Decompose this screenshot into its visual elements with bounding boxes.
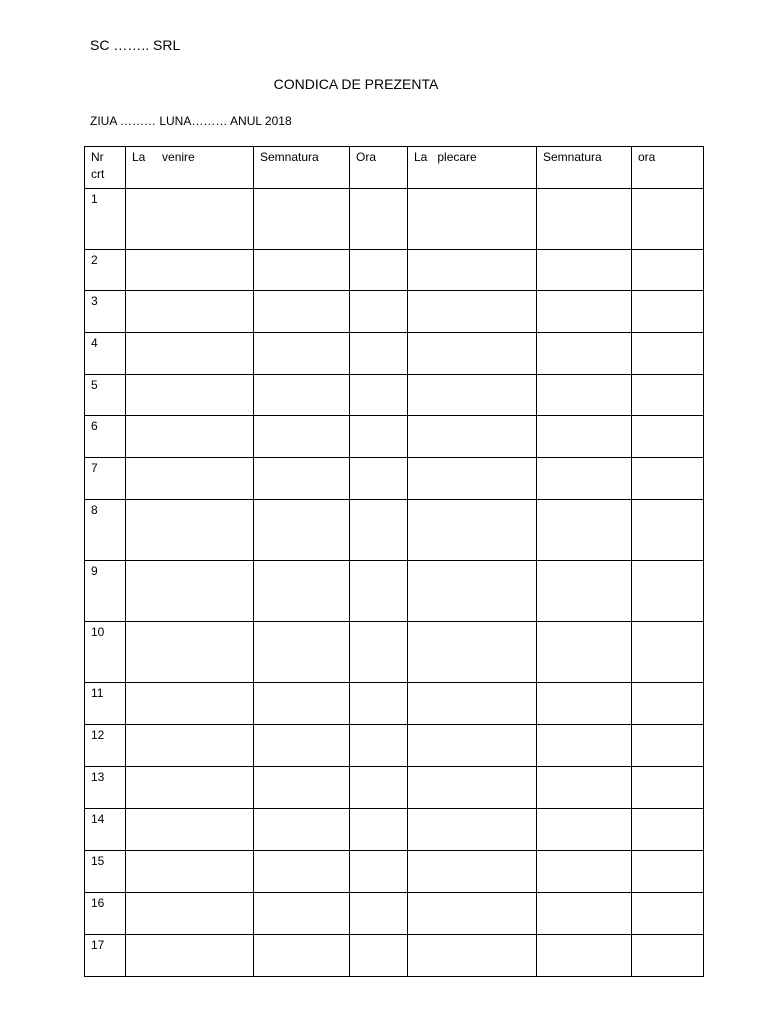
header-ora-plecare: ora — [632, 147, 704, 189]
header-ora-venire: Ora — [350, 147, 408, 189]
table-row — [85, 935, 704, 977]
row-number: 10 — [85, 622, 126, 683]
table-cell[interactable] — [254, 189, 350, 250]
table-cell[interactable] — [126, 561, 254, 622]
table-cell[interactable] — [632, 333, 704, 375]
table-cell[interactable] — [350, 291, 408, 333]
table-cell[interactable] — [254, 935, 350, 977]
table-row — [85, 851, 704, 893]
table-cell[interactable] — [126, 250, 254, 291]
row-number: 12 — [85, 725, 126, 767]
table-cell[interactable] — [254, 333, 350, 375]
table-cell[interactable] — [408, 725, 537, 767]
table-row — [85, 189, 704, 250]
table-cell[interactable] — [350, 809, 408, 851]
table-cell[interactable] — [254, 893, 350, 935]
table-cell[interactable] — [126, 291, 254, 333]
table-row — [85, 561, 704, 622]
attendance-table — [84, 146, 704, 977]
table-cell[interactable] — [537, 893, 632, 935]
table-cell[interactable] — [254, 458, 350, 500]
table-cell[interactable] — [537, 375, 632, 416]
table-cell[interactable] — [126, 333, 254, 375]
row-number: 4 — [85, 333, 126, 375]
table-cell[interactable] — [254, 416, 350, 458]
table-cell[interactable] — [632, 809, 704, 851]
table-cell[interactable] — [408, 416, 537, 458]
table-cell[interactable] — [350, 250, 408, 291]
table-cell[interactable] — [126, 622, 254, 683]
table-cell[interactable] — [632, 767, 704, 809]
table-cell[interactable] — [537, 250, 632, 291]
table-cell[interactable] — [632, 458, 704, 500]
table-cell[interactable] — [408, 683, 537, 725]
header-la-venire: La venire — [126, 147, 254, 189]
table-cell[interactable] — [126, 893, 254, 935]
company-name: SC …….. SRL — [90, 37, 181, 53]
table-cell[interactable] — [254, 767, 350, 809]
row-number: 13 — [85, 767, 126, 809]
table-cell[interactable] — [126, 935, 254, 977]
table-cell[interactable] — [537, 291, 632, 333]
table-cell[interactable] — [632, 851, 704, 893]
table-cell[interactable] — [350, 561, 408, 622]
table-row — [85, 767, 704, 809]
document-title — [0, 76, 712, 92]
row-number: 7 — [85, 458, 126, 500]
table-cell[interactable] — [537, 767, 632, 809]
table-cell[interactable] — [126, 851, 254, 893]
table-cell[interactable] — [537, 416, 632, 458]
table-cell[interactable] — [350, 458, 408, 500]
table-cell[interactable] — [632, 893, 704, 935]
table-cell[interactable] — [408, 189, 537, 250]
table-cell[interactable] — [408, 622, 537, 683]
table-cell[interactable] — [408, 809, 537, 851]
table-cell[interactable] — [632, 935, 704, 977]
table-cell[interactable] — [408, 935, 537, 977]
table-cell[interactable] — [254, 561, 350, 622]
table-cell[interactable] — [350, 935, 408, 977]
table-cell[interactable] — [632, 416, 704, 458]
table-cell[interactable] — [350, 500, 408, 561]
table-cell[interactable] — [254, 291, 350, 333]
table-cell[interactable] — [408, 291, 537, 333]
table-cell[interactable] — [254, 809, 350, 851]
table-cell[interactable] — [126, 416, 254, 458]
table-row — [85, 622, 704, 683]
table-cell[interactable] — [126, 767, 254, 809]
table-cell[interactable] — [350, 683, 408, 725]
table-row — [85, 291, 704, 333]
row-number: 9 — [85, 561, 126, 622]
table-cell[interactable] — [254, 622, 350, 683]
table-cell[interactable] — [632, 250, 704, 291]
table-cell[interactable] — [537, 683, 632, 725]
table-header-row — [85, 147, 704, 189]
table-cell[interactable] — [350, 767, 408, 809]
table-cell[interactable] — [254, 851, 350, 893]
row-number: 17 — [85, 935, 126, 977]
table-cell[interactable] — [632, 189, 704, 250]
header-semnatura-venire: Semnatura — [254, 147, 350, 189]
table-cell[interactable] — [350, 189, 408, 250]
header-nr: Nr — [91, 150, 104, 164]
table-cell[interactable] — [350, 375, 408, 416]
row-number: 11 — [85, 683, 126, 725]
table-cell[interactable] — [350, 622, 408, 683]
table-cell[interactable] — [254, 683, 350, 725]
table-cell[interactable] — [408, 561, 537, 622]
table-cell[interactable] — [408, 458, 537, 500]
table-cell[interactable] — [408, 767, 537, 809]
row-number: 5 — [85, 375, 126, 416]
table-cell[interactable] — [254, 725, 350, 767]
table-row — [85, 809, 704, 851]
table-row — [85, 458, 704, 500]
row-number: 1 — [85, 189, 126, 250]
table-cell[interactable] — [254, 500, 350, 561]
table-cell[interactable] — [632, 561, 704, 622]
header-crt: crt — [91, 167, 105, 181]
date-line: ZIUA ……… LUNA……… ANUL 2018 — [90, 114, 292, 128]
table-row — [85, 893, 704, 935]
table-row — [85, 500, 704, 561]
row-number: 6 — [85, 416, 126, 458]
table-cell[interactable] — [350, 416, 408, 458]
row-number: 16 — [85, 893, 126, 935]
table-cell[interactable] — [408, 893, 537, 935]
table-row — [85, 725, 704, 767]
row-number: 15 — [85, 851, 126, 893]
header-semnatura-plecare: Semnatura — [537, 147, 632, 189]
table-cell[interactable] — [126, 375, 254, 416]
table-cell[interactable] — [632, 725, 704, 767]
table-cell[interactable] — [632, 683, 704, 725]
table-body — [85, 189, 704, 977]
table-row — [85, 333, 704, 375]
table-cell[interactable] — [126, 189, 254, 250]
table-cell[interactable] — [537, 935, 632, 977]
table-row — [85, 375, 704, 416]
table-cell[interactable] — [537, 189, 632, 250]
table-cell[interactable] — [537, 458, 632, 500]
table-cell[interactable] — [632, 291, 704, 333]
table-row — [85, 416, 704, 458]
row-number: 2 — [85, 250, 126, 291]
table-cell[interactable] — [537, 622, 632, 683]
table-cell[interactable] — [632, 375, 704, 416]
table-cell[interactable] — [537, 561, 632, 622]
table-cell[interactable] — [408, 500, 537, 561]
table-cell[interactable] — [408, 375, 537, 416]
table-cell[interactable] — [350, 333, 408, 375]
table-cell[interactable] — [126, 458, 254, 500]
table-cell[interactable] — [537, 851, 632, 893]
table-cell[interactable] — [126, 809, 254, 851]
row-number: 8 — [85, 500, 126, 561]
table-cell[interactable] — [350, 893, 408, 935]
table-cell[interactable] — [350, 851, 408, 893]
table-cell[interactable] — [126, 725, 254, 767]
header-nr-crt — [85, 147, 126, 189]
table-cell[interactable] — [632, 500, 704, 561]
table-cell[interactable] — [537, 333, 632, 375]
table-cell[interactable] — [537, 500, 632, 561]
row-number: 14 — [85, 809, 126, 851]
table-row — [85, 683, 704, 725]
table-cell[interactable] — [537, 809, 632, 851]
table-cell[interactable] — [408, 250, 537, 291]
document-title-text: CONDICA DE PREZENTA — [273, 76, 439, 92]
table-cell[interactable] — [254, 375, 350, 416]
table-cell[interactable] — [537, 725, 632, 767]
table-cell[interactable] — [254, 250, 350, 291]
row-number: 3 — [85, 291, 126, 333]
table-row — [85, 250, 704, 291]
table-cell[interactable] — [126, 500, 254, 561]
header-la-plecare: La plecare — [408, 147, 537, 189]
table-cell[interactable] — [408, 851, 537, 893]
table-cell[interactable] — [350, 725, 408, 767]
table-cell[interactable] — [408, 333, 537, 375]
table-cell[interactable] — [126, 683, 254, 725]
table-cell[interactable] — [632, 622, 704, 683]
